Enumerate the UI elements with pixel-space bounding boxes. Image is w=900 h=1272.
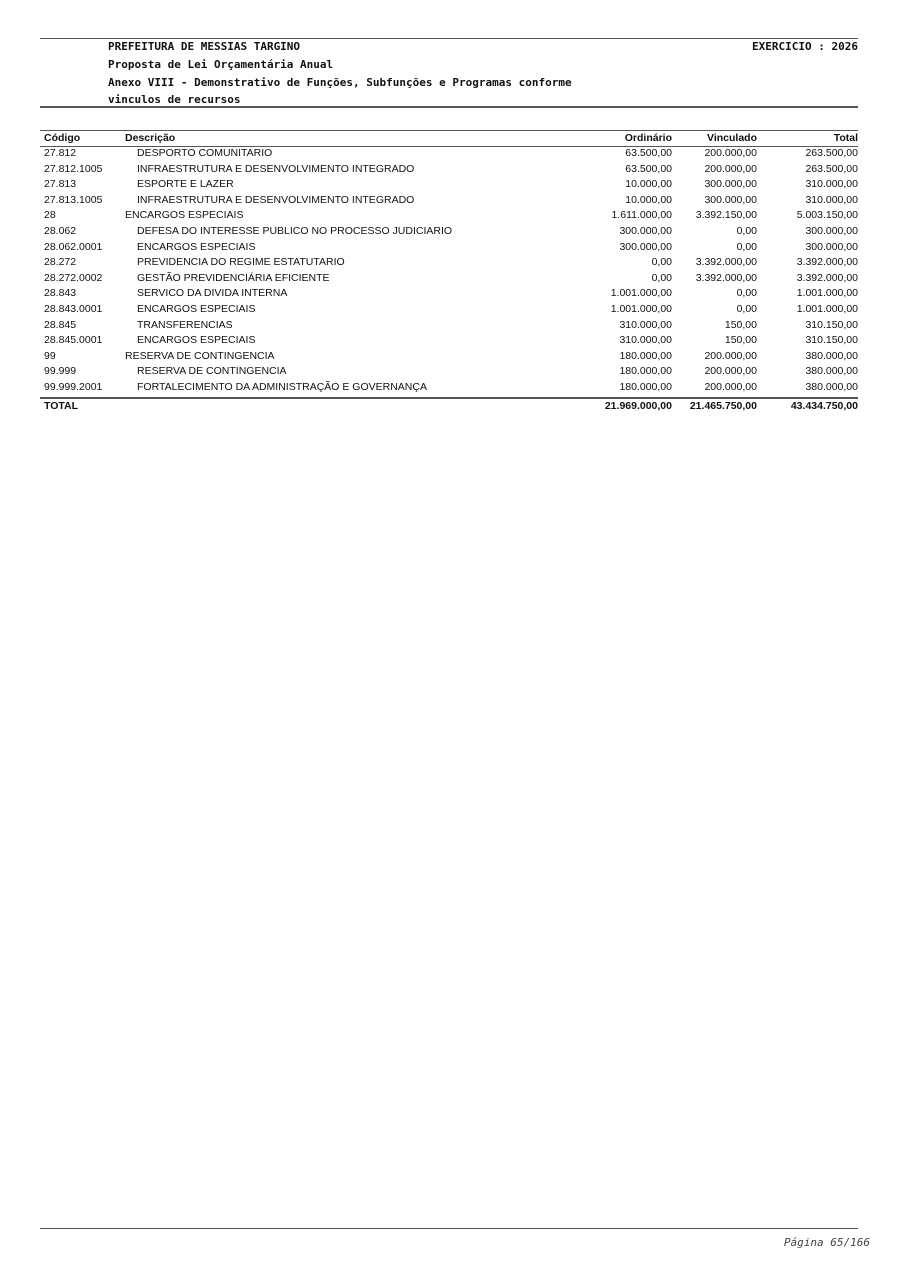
cell-descricao: ENCARGOS ESPECIAIS xyxy=(137,334,256,347)
cell-descricao: DEFESA DO INTERESSE PUBLICO NO PROCESSO JUDICIARIO xyxy=(137,225,453,237)
cell-vinculado: 150,00 xyxy=(724,334,757,347)
org-name: PREFEITURA DE MESSIAS TARGINO xyxy=(108,40,301,53)
col-total: Total xyxy=(833,132,858,144)
cell-ordinario: 0,00 xyxy=(651,271,672,284)
cell-descricao: FORTALECIMENTO DA ADMINISTRAÇÃO E GOVERNANÇA xyxy=(137,381,427,393)
annex-title-line2: vinculos de recursos xyxy=(108,93,241,106)
cell-ordinario: 0,00 xyxy=(651,256,672,269)
table-row xyxy=(44,163,858,179)
cell-vinculado: 200.000,00 xyxy=(704,365,757,378)
cell-ordinario: 1.001.000,00 xyxy=(610,287,672,300)
col-vinculado: Vinculado xyxy=(707,132,757,144)
total-row xyxy=(44,400,858,416)
cell-descricao: ENCARGOS ESPECIAIS xyxy=(137,303,256,315)
cell-codigo: 28.845 xyxy=(44,318,77,331)
cell-total: 380.000,00 xyxy=(805,381,858,393)
col-descricao: Descrição xyxy=(125,132,176,144)
cell-vinculado: 3.392.000,00 xyxy=(695,271,757,284)
cell-ordinario: 1.001.000,00 xyxy=(610,303,672,315)
col-codigo: Código xyxy=(44,132,81,144)
cell-codigo: 27.812.1005 xyxy=(44,162,103,175)
page-number: Página 65/166 xyxy=(783,1236,870,1249)
cell-vinculado: 0,00 xyxy=(736,303,757,315)
cell-ordinario: 180.000,00 xyxy=(619,381,672,393)
table-row xyxy=(44,350,858,366)
cell-ordinario: 300.000,00 xyxy=(619,225,672,237)
total-label: TOTAL xyxy=(44,400,79,412)
header-top-rule xyxy=(40,38,858,39)
cell-ordinario: 10.000,00 xyxy=(625,178,672,191)
cell-descricao: GESTÃO PREVIDENCIÁRIA EFICIENTE xyxy=(137,271,330,284)
cell-descricao: PREVIDENCIA DO REGIME ESTATUTARIO xyxy=(137,256,345,269)
table-row xyxy=(44,241,858,257)
table-row xyxy=(44,365,858,381)
cell-vinculado: 0,00 xyxy=(736,225,757,237)
cell-total: 300.000,00 xyxy=(805,225,858,237)
cell-ordinario: 63.500,00 xyxy=(625,162,672,175)
cell-ordinario: 180.000,00 xyxy=(619,365,672,378)
subtitle: Proposta de Lei Orçamentária Anual xyxy=(108,58,334,71)
table-row xyxy=(44,194,858,210)
cell-total: 300.000,00 xyxy=(805,240,858,253)
cell-codigo: 28 xyxy=(44,209,56,222)
table-row xyxy=(44,147,858,163)
cell-total: 310.000,00 xyxy=(805,178,858,191)
cell-codigo: 28.272 xyxy=(44,256,77,269)
cell-codigo: 27.813.1005 xyxy=(44,193,103,206)
cell-descricao: RESERVA DE CONTINGENCIA xyxy=(137,365,287,378)
cell-ordinario: 1.611.000,00 xyxy=(611,209,672,222)
table-row xyxy=(44,334,858,350)
cell-codigo: 28.062.0001 xyxy=(44,240,103,253)
cell-codigo: 99.999 xyxy=(44,365,77,378)
table-row xyxy=(44,319,858,335)
cell-total: 3.392.000,00 xyxy=(796,256,858,269)
cell-vinculado: 200.000,00 xyxy=(704,147,757,159)
header-bottom-rule xyxy=(40,106,858,108)
cell-ordinario: 63.500,00 xyxy=(625,147,672,159)
total-total: 43.434.750,00 xyxy=(790,400,858,412)
cell-total: 310.150,00 xyxy=(805,334,858,347)
cell-ordinario: 10.000,00 xyxy=(625,193,672,206)
cell-descricao: TRANSFERENCIAS xyxy=(137,318,233,331)
cell-total: 1.001.000,00 xyxy=(796,287,858,300)
cell-codigo: 99 xyxy=(44,349,56,362)
cell-total: 3.392.000,00 xyxy=(796,271,858,284)
total-vinculado: 21.465.750,00 xyxy=(689,400,757,412)
cell-vinculado: 0,00 xyxy=(736,240,757,253)
cell-vinculado: 200.000,00 xyxy=(704,162,757,175)
cell-ordinario: 310.000,00 xyxy=(619,334,672,347)
cell-codigo: 28.845.0001 xyxy=(44,334,103,347)
table-row xyxy=(44,178,858,194)
cell-vinculado: 0,00 xyxy=(736,287,757,300)
table-row xyxy=(44,381,858,397)
total-rule xyxy=(40,397,858,399)
cell-total: 5.003.150,00 xyxy=(796,209,858,222)
cell-total: 310.150,00 xyxy=(805,318,858,331)
cell-vinculado: 3.392.150,00 xyxy=(695,209,757,222)
table-row xyxy=(44,303,858,319)
cell-codigo: 28.062 xyxy=(44,225,77,237)
annex-title-line1: Anexo VIII - Demonstrativo de Funções, Subfunções e Programas conforme xyxy=(108,76,572,89)
footer-rule xyxy=(40,1228,858,1229)
cell-total: 310.000,00 xyxy=(805,193,858,206)
cell-ordinario: 300.000,00 xyxy=(619,240,672,253)
table-top-rule xyxy=(40,130,858,131)
cell-descricao: SERVICO DA DIVIDA INTERNA xyxy=(137,287,288,300)
cell-descricao: ESPORTE E LAZER xyxy=(137,178,234,191)
cell-codigo: 99.999.2001 xyxy=(44,381,103,393)
cell-ordinario: 180.000,00 xyxy=(619,349,672,362)
cell-total: 1.001.000,00 xyxy=(796,303,858,315)
cell-total: 263.500,00 xyxy=(805,147,858,159)
total-ordinario: 21.969.000,00 xyxy=(604,400,672,412)
cell-vinculado: 200.000,00 xyxy=(704,381,757,393)
cell-descricao: RESERVA DE CONTINGENCIA xyxy=(125,349,275,362)
cell-codigo: 27.812 xyxy=(44,147,77,159)
table-row xyxy=(44,209,858,225)
cell-vinculado: 300.000,00 xyxy=(704,178,757,191)
table-row xyxy=(44,256,858,272)
cell-vinculado: 200.000,00 xyxy=(704,349,757,362)
col-ordinario: Ordinário xyxy=(624,132,672,144)
cell-codigo: 28.843 xyxy=(44,287,77,300)
cell-descricao: DESPORTO COMUNITARIO xyxy=(137,147,273,159)
table-row xyxy=(44,287,858,303)
cell-total: 380.000,00 xyxy=(805,349,858,362)
cell-vinculado: 150,00 xyxy=(724,318,757,331)
exercicio: EXERCICIO : 2026 xyxy=(752,40,858,53)
cell-descricao: ENCARGOS ESPECIAIS xyxy=(125,209,244,222)
table-row xyxy=(44,225,858,241)
cell-codigo: 28.843.0001 xyxy=(44,303,103,315)
cell-codigo: 27.813 xyxy=(44,178,77,191)
cell-descricao: INFRAESTRUTURA E DESENVOLVIMENTO INTEGRADO xyxy=(137,193,415,206)
table-row xyxy=(44,272,858,288)
cell-codigo: 28.272.0002 xyxy=(44,271,103,284)
cell-descricao: INFRAESTRUTURA E DESENVOLVIMENTO INTEGRADO xyxy=(137,162,415,175)
cell-vinculado: 300.000,00 xyxy=(704,193,757,206)
cell-ordinario: 310.000,00 xyxy=(619,318,672,331)
cell-total: 380.000,00 xyxy=(805,365,858,378)
cell-vinculado: 3.392.000,00 xyxy=(695,256,757,269)
cell-total: 263.500,00 xyxy=(805,162,858,175)
cell-descricao: ENCARGOS ESPECIAIS xyxy=(137,240,256,253)
